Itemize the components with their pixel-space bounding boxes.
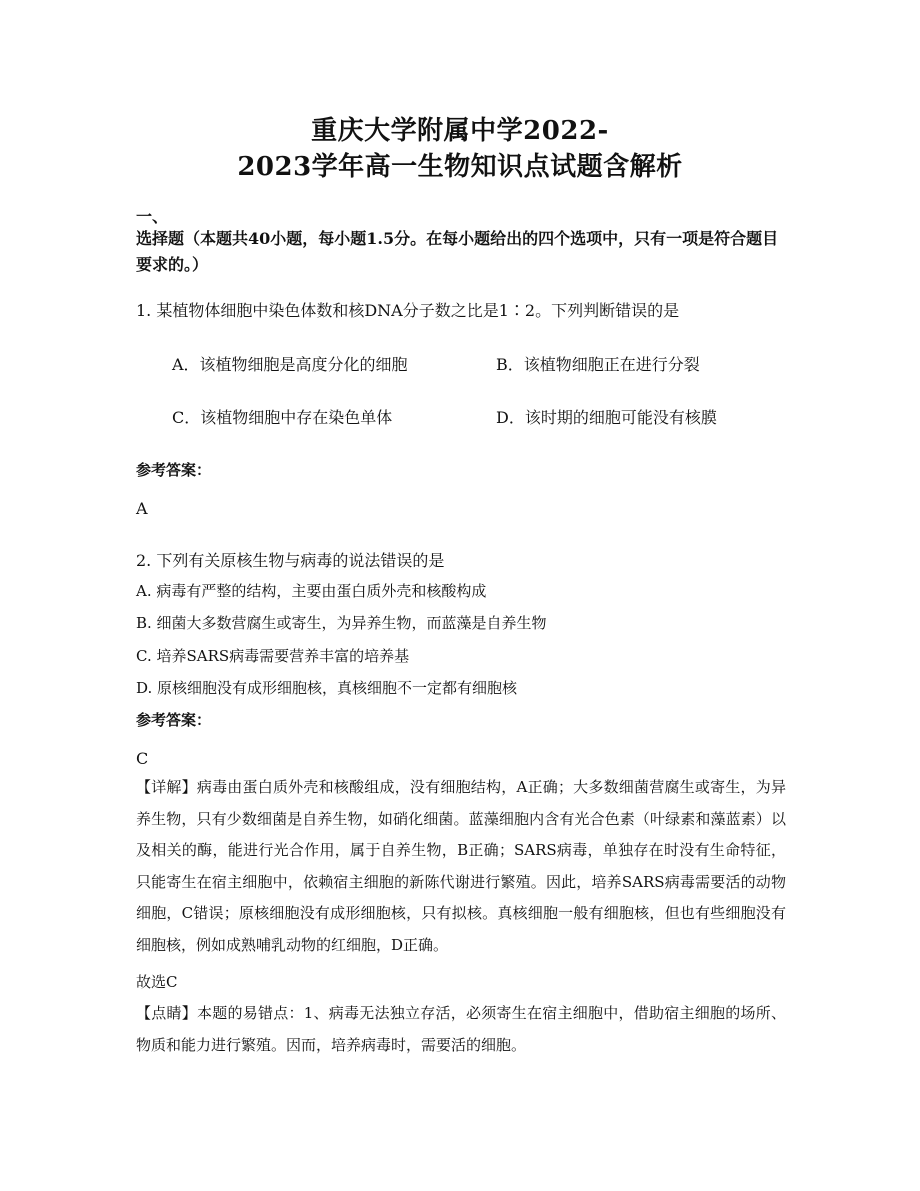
section-instructions: 选择题（本题共40小题，每小题1.5分。在每小题给出的四个选项中，只有一项是符合题目要求的。） (136, 229, 779, 274)
section-number: 一、 (136, 207, 169, 226)
question-1-option-b: B．该植物细胞正在进行分裂 (496, 355, 700, 374)
question-2-answer: C (136, 749, 149, 768)
document-title-line-1: 重庆大学附属中学2022- (311, 116, 609, 146)
question-1-option-d: D．该时期的细胞可能没有核膜 (496, 408, 717, 427)
question-2-option-c: C. 培养SARS病毒需要营养丰富的培养基 (136, 647, 410, 665)
question-1-option-c: C．该植物细胞中存在染色单体 (172, 408, 393, 427)
question-1-answer-label: 参考答案： (136, 461, 212, 479)
question-2-answer-label: 参考答案： (136, 711, 212, 729)
question-2-conclusion: 故选C (136, 973, 178, 991)
question-2-option-a: A. 病毒有严整的结构，主要由蛋白质外壳和核酸构成 (136, 582, 487, 600)
question-2-explanation: 【详解】病毒由蛋白质外壳和核酸组成，没有细胞结构，A正确；大多数细菌营腐生或寄生，为异养生物，只有少数细菌是自养生物，如硝化细菌。蓝藻细胞内含有光合色素（叶绿素和藻蓝素）以及相关的酶，能进行光合作用，属于自养生物，B正确；SARS病毒，单独存在时没有生命特征，只能寄生在宿主细胞中，依赖宿主细胞的新陈代谢进行繁殖。因此，培养SARS病毒需要活的动物细胞，C错误；原核细胞没有成形细胞核，只有拟核。真核细胞一般有细胞核，但也有些细胞没有细胞核，例如成熟哺乳动物的红细胞，D正确。 (136, 778, 786, 954)
question-2-stem: 2. 下列有关原核生物与病毒的说法错误的是 (136, 551, 445, 570)
question-1-answer: A (136, 499, 148, 518)
question-2-option-d: D. 原核细胞没有成形细胞核，真核细胞不一定都有细胞核 (136, 679, 518, 697)
question-2-note: 【点睛】本题的易错点：1、病毒无法独立存活，必须寄生在宿主细胞中，借助宿主细胞的场所、物质和能力进行繁殖。因而，培养病毒时，需要活的细胞。 (136, 1004, 786, 1054)
question-2-option-b: B. 细菌大多数营腐生或寄生，为异养生物，而蓝藻是自养生物 (136, 614, 547, 632)
question-1-option-a: A．该植物细胞是高度分化的细胞 (172, 355, 408, 374)
document-title-line-2: 2023学年高一生物知识点试题含解析 (237, 152, 683, 182)
question-1-stem: 1. 某植物体细胞中染色体数和核DNA分子数之比是1∶2。下列判断错误的是 (136, 301, 680, 320)
